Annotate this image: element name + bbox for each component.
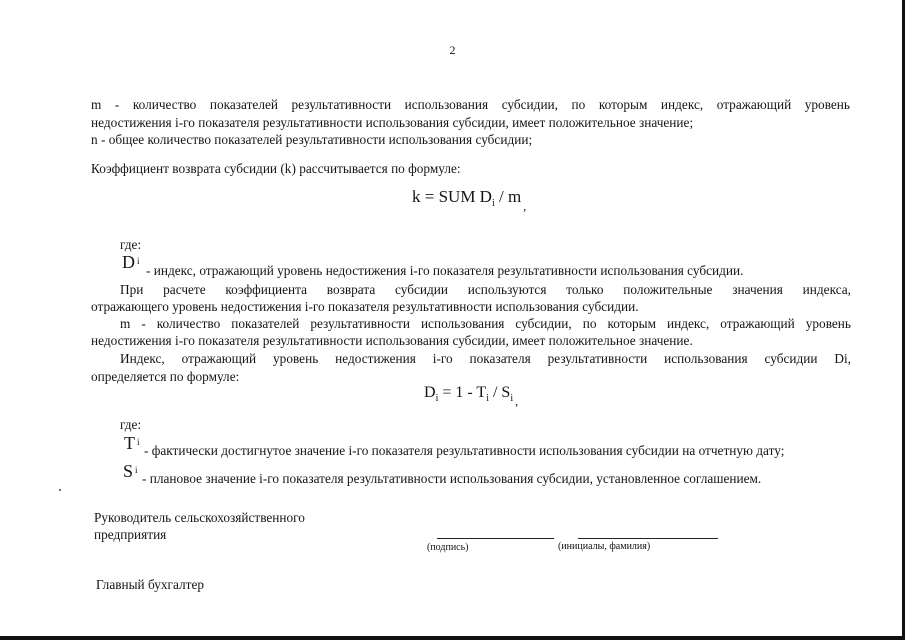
formula-d-s-sub: i	[510, 393, 514, 404]
head-title-line-1: Руководитель сельскохозяйственного	[94, 510, 305, 525]
ti-letter: T	[124, 433, 135, 453]
formula-k-lhs: k = SUM D	[412, 187, 492, 206]
formula-d-t-sub: i	[486, 393, 489, 404]
calc-paragraph-line-1: При расчете коэффициента возврата субсидии используются только положительные значения индекса,	[120, 282, 851, 297]
m-paragraph-line-2: недостижения i-го показателя результативности использования субсидии, имеет положительное значение.	[91, 333, 693, 348]
m-definition-line-2: недостижения i-го показателя результативности использования субсидии, имеет положительное значение;	[91, 115, 694, 130]
page-number: 2	[449, 43, 456, 57]
index-paragraph-line-2: определяется по формуле:	[91, 369, 240, 384]
signature-line	[437, 538, 554, 539]
index-paragraph-line-1: Индекс, отражающий уровень недостижения i-го показателя результативности использования субсидии Di,	[120, 351, 851, 366]
formula-d-mid: = 1 - T	[438, 384, 487, 401]
formula-d-d: D	[424, 384, 436, 401]
initials-caption: (инициалы, фамилия)	[558, 541, 651, 552]
si-symbol	[123, 461, 138, 482]
formula-d-d-sub: i	[435, 393, 439, 404]
m-definition-line-1: m - количество показателей результативности использования субсидии, по которым индекс, отражающий уровень	[91, 97, 850, 112]
di-symbol	[122, 252, 140, 273]
formula-k-rest: / m	[494, 187, 522, 206]
scan-bottom-edge	[0, 636, 905, 640]
scan-speck	[59, 489, 61, 491]
formula-d-comma: ,	[515, 394, 519, 408]
di-letter: D	[122, 252, 135, 272]
where-label-1: где:	[120, 237, 142, 252]
initials-line	[578, 538, 718, 539]
ti-symbol	[124, 433, 140, 454]
ti-sub: i	[137, 437, 140, 447]
formula-k	[412, 187, 527, 213]
m-paragraph-line-1: m - количество показателей результативности использования субсидии, по которым индекс, отражающий уровень	[120, 316, 851, 331]
signature-caption: (подпись)	[427, 542, 469, 553]
di-sub: i	[137, 256, 140, 266]
si-sub: i	[135, 465, 138, 475]
formula-k-comma: ,	[523, 199, 527, 213]
chief-accountant-label: Главный бухгалтер	[96, 577, 205, 592]
n-definition: n - общее количество показателей результативности использования субсидии;	[91, 132, 533, 147]
formula-d	[424, 384, 519, 408]
si-letter: S	[123, 461, 134, 481]
si-description: - плановое значение i-го показателя результативности использования субсидии, установленное соглашением.	[142, 471, 762, 486]
formula-k-sub: i	[491, 198, 495, 209]
formula-d-mid2: / S	[488, 384, 511, 401]
di-description: - индекс, отражающий уровень недостижения i-го показателя результативности использования субсидии.	[146, 263, 744, 278]
k-formula-intro: Коэффициент возврата субсидии (k) рассчитывается по формуле:	[91, 161, 461, 176]
ti-description: - фактически достигнутое значение i-го показателя результативности использования субсидии на отчетную дату;	[144, 443, 785, 458]
where-label-2: где:	[120, 417, 142, 432]
calc-paragraph-line-2: отражающего уровень недостижения i-го показателя результативности использования субсидии.	[91, 299, 639, 314]
head-title-line-2: предприятия	[94, 527, 167, 542]
